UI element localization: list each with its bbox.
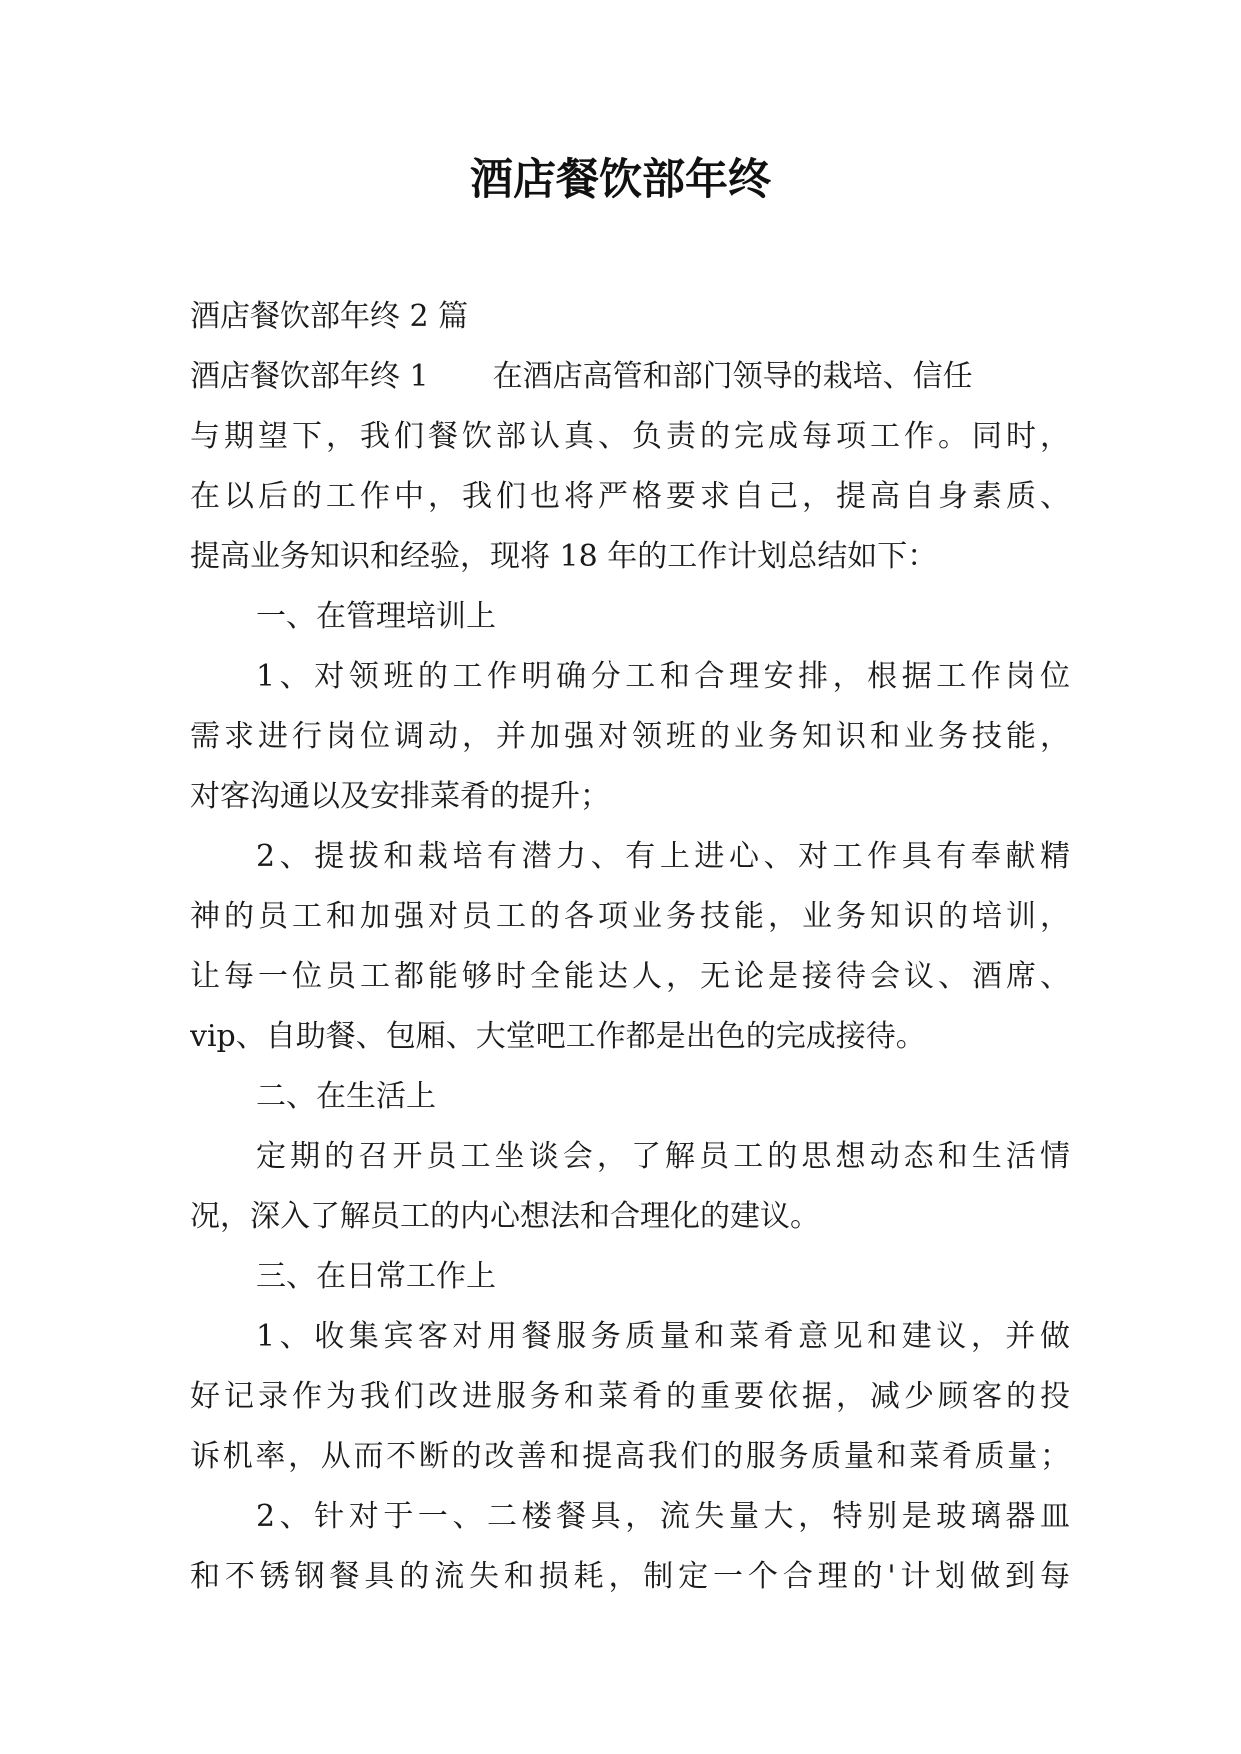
paragraph-line: 对客沟通以及安排菜肴的提升； bbox=[190, 779, 610, 814]
document-body bbox=[190, 287, 1070, 1607]
paragraph-line: 1、对领班的工作明确分工和合理安排，根据工作岗位 bbox=[256, 659, 1070, 694]
section-heading: 一、在管理培训上 bbox=[256, 599, 496, 634]
paragraph-line: 2、提拔和栽培有潜力、有上进心、对工作具有奉献精 bbox=[256, 839, 1070, 874]
paragraph-line: 2、针对于一、二楼餐具，流失量大，特别是玻璃器皿 bbox=[256, 1499, 1070, 1534]
paragraph-line: 与期望下，我们餐饮部认真、负责的完成每项工作。同时， bbox=[190, 419, 1070, 454]
paragraph-line-intro bbox=[190, 347, 1070, 407]
section-heading: 三、在日常工作上 bbox=[256, 1259, 496, 1294]
paragraph-line: vip、自助餐、包厢、大堂吧工作都是出色的完成接待。 bbox=[190, 1019, 926, 1054]
paragraph-line: 让每一位员工都能够时全能达人，无论是接待会议、酒席、 bbox=[190, 959, 1070, 994]
document-title: 酒店餐饮部年终 bbox=[470, 155, 771, 205]
document-subtitle: 酒店餐饮部年终 2 篇 bbox=[190, 299, 469, 334]
paragraph-line: 神的员工和加强对员工的各项业务技能，业务知识的培训， bbox=[190, 899, 1070, 934]
paragraph-line: 提高业务知识和经验，现将 18 年的工作计划总结如下： bbox=[190, 539, 938, 574]
paragraph-line: 况，深入了解员工的内心想法和合理化的建议。 bbox=[190, 1199, 820, 1234]
paragraph-line: 诉机率，从而不断的改善和提高我们的服务质量和菜肴质量； bbox=[190, 1439, 1070, 1474]
section-heading: 二、在生活上 bbox=[256, 1079, 436, 1114]
paragraph-line: 需求进行岗位调动，并加强对领班的业务知识和业务技能， bbox=[190, 719, 1070, 754]
section-heading-inline: 酒店餐饮部年终 1 bbox=[190, 359, 429, 394]
paragraph-line: 好记录作为我们改进服务和菜肴的重要依据，减少顾客的投 bbox=[190, 1379, 1070, 1414]
paragraph-line: 和不锈钢餐具的流失和损耗，制定一个合理的'计划做到每 bbox=[190, 1559, 1070, 1594]
paragraph-line: 1、收集宾客对用餐服务质量和菜肴意见和建议，并做 bbox=[256, 1319, 1070, 1354]
intro-text: 在酒店高管和部门领导的栽培、信任 bbox=[492, 359, 973, 394]
paragraph-line: 在以后的工作中，我们也将严格要求自己，提高自身素质、 bbox=[190, 479, 1070, 514]
paragraph-line: 定期的召开员工坐谈会，了解员工的思想动态和生活情 bbox=[256, 1139, 1070, 1174]
